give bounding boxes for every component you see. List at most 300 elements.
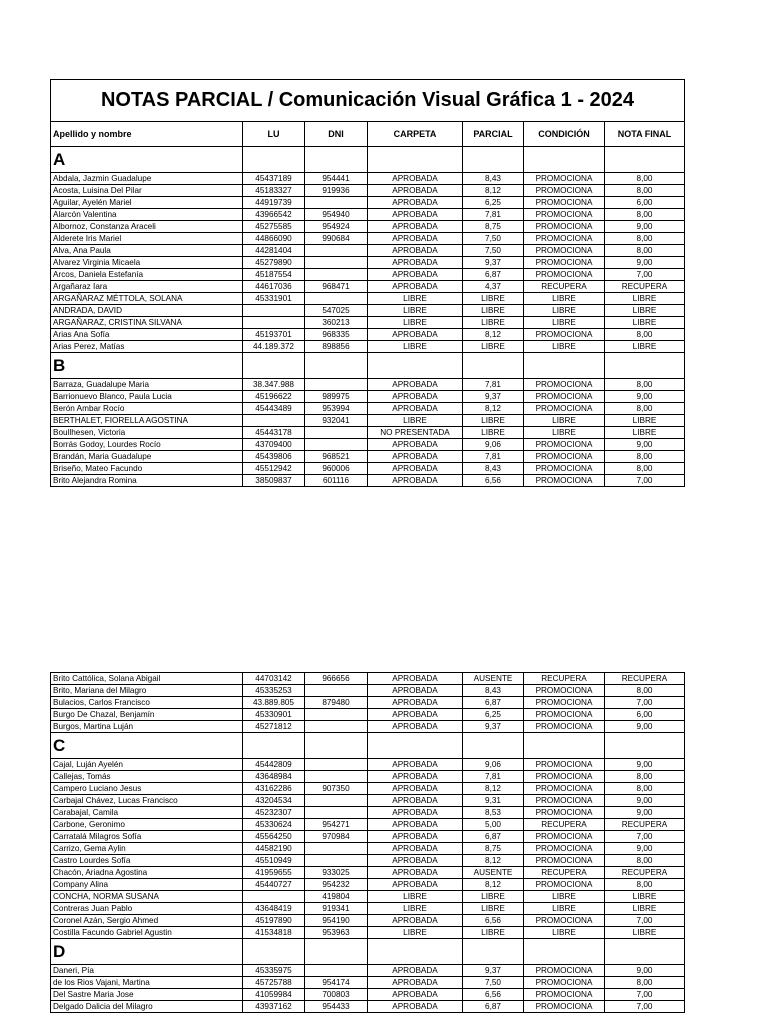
carpeta-cell: APROBADA [368,221,463,233]
parcial-cell: 7,50 [463,977,524,989]
column-header-nota-final: NOTA FINAL [605,122,685,147]
nota-final-cell: 7,00 [605,831,685,843]
condicion-cell: LIBRE [524,927,605,939]
table-row [51,685,685,697]
dni-cell: 360213 [305,317,368,329]
parcial-cell: 8,12 [463,879,524,891]
student-name: Aguilar, Ayelén Mariel [51,197,243,209]
table-row [51,989,685,1001]
carpeta-cell: LIBRE [368,317,463,329]
student-name: Bulacios, Carlos Francisco [51,697,243,709]
empty-cell [368,733,463,759]
carpeta-cell: LIBRE [368,927,463,939]
table-row [51,427,685,439]
parcial-cell: 8,75 [463,843,524,855]
student-name: Carratalá Milagros Sofía [51,831,243,843]
carpeta-cell: APROBADA [368,843,463,855]
table-row [51,977,685,989]
nota-final-cell: LIBRE [605,927,685,939]
student-name: Alarcón Valentina [51,209,243,221]
dni-cell [305,855,368,867]
condicion-cell: PROMOCIONA [524,329,605,341]
dni-cell: 919341 [305,903,368,915]
student-name: Coronel Azán, Sergio Ahmed [51,915,243,927]
lu-cell: 45335253 [243,685,305,697]
nota-final-cell: 9,00 [605,721,685,733]
lu-cell: 45335975 [243,965,305,977]
student-name: Burgos, Martina Luján [51,721,243,733]
nota-final-cell: 7,00 [605,475,685,487]
dni-cell: 932041 [305,415,368,427]
carpeta-cell: APROBADA [368,879,463,891]
dni-cell: 953963 [305,927,368,939]
empty-cell [368,939,463,965]
dni-cell: 968471 [305,281,368,293]
student-name: Campero Luciano Jesus [51,783,243,795]
nota-final-cell: LIBRE [605,341,685,353]
student-name: Argañaraz Iara [51,281,243,293]
dni-cell: 919936 [305,185,368,197]
dni-cell [305,759,368,771]
condicion-cell: PROMOCIONA [524,721,605,733]
dni-cell: 968335 [305,329,368,341]
nota-final-cell: LIBRE [605,317,685,329]
condicion-cell: PROMOCIONA [524,173,605,185]
lu-cell [243,415,305,427]
nota-final-cell: 8,00 [605,329,685,341]
nota-final-cell: 9,00 [605,965,685,977]
carpeta-cell: APROBADA [368,403,463,415]
lu-cell: 41959655 [243,867,305,879]
empty-cell [368,353,463,379]
lu-cell: 38509837 [243,475,305,487]
carpeta-cell: APROBADA [368,831,463,843]
parcial-cell: 7,50 [463,245,524,257]
section-letter: D [51,939,243,965]
section-letter: A [51,147,243,173]
parcial-cell: 6,87 [463,831,524,843]
carpeta-cell: APROBADA [368,173,463,185]
student-name: Arias Ana Sofía [51,329,243,341]
section-letter-row [51,147,685,173]
page-title: NOTAS PARCIAL / Comunicación Visual Gráfica 1 - 2024 [51,80,685,122]
nota-final-cell: 7,00 [605,989,685,1001]
nota-final-cell: 8,00 [605,463,685,475]
student-name: Alvarez Virginia Micaela [51,257,243,269]
parcial-cell: 8,12 [463,403,524,415]
table-row [51,831,685,843]
dni-cell [305,807,368,819]
condicion-cell: LIBRE [524,293,605,305]
nota-final-cell: LIBRE [605,293,685,305]
condicion-cell: LIBRE [524,341,605,353]
condicion-cell: PROMOCIONA [524,915,605,927]
column-header-carpeta: CARPETA [368,122,463,147]
student-name: Acosta, Luisina Del Pilar [51,185,243,197]
condicion-cell: PROMOCIONA [524,709,605,721]
parcial-cell: 8,53 [463,807,524,819]
nota-final-cell: 9,00 [605,759,685,771]
section-letter-row [51,353,685,379]
grades-table-page-1 [50,79,685,487]
parcial-cell: 8,12 [463,855,524,867]
student-name: Contreras Juan Pablo [51,903,243,915]
nota-final-cell: 8,00 [605,451,685,463]
nota-final-cell: 8,00 [605,977,685,989]
carpeta-cell: APROBADA [368,697,463,709]
dni-cell: 547025 [305,305,368,317]
condicion-cell: LIBRE [524,317,605,329]
dni-cell: 954940 [305,209,368,221]
lu-cell: 45443489 [243,403,305,415]
lu-cell: 45439806 [243,451,305,463]
parcial-cell: 9,37 [463,721,524,733]
parcial-cell: 9,37 [463,391,524,403]
dni-cell: 954441 [305,173,368,185]
dni-cell [305,795,368,807]
student-name: Alva, Ana Paula [51,245,243,257]
condicion-cell: PROMOCIONA [524,221,605,233]
empty-cell [605,939,685,965]
student-name: Carbajal Chávez, Lucas Francisco [51,795,243,807]
dni-cell: 990684 [305,233,368,245]
lu-cell: 43937162 [243,1001,305,1013]
parcial-cell: 5,00 [463,819,524,831]
empty-cell [463,733,524,759]
dni-cell: 953994 [305,403,368,415]
nota-final-cell: RECUPERA [605,819,685,831]
condicion-cell: PROMOCIONA [524,989,605,1001]
student-name: CONCHA, NORMA SUSANA [51,891,243,903]
student-name: Borrás Godoy, Lourdes Rocío [51,439,243,451]
dni-cell [305,721,368,733]
empty-cell [243,939,305,965]
condicion-cell: PROMOCIONA [524,771,605,783]
condicion-cell: PROMOCIONA [524,977,605,989]
table-row [51,257,685,269]
student-name: Burgo De Chazal, Benjamín [51,709,243,721]
table-row [51,915,685,927]
parcial-cell: 9,37 [463,257,524,269]
table-row [51,233,685,245]
carpeta-cell: APROBADA [368,807,463,819]
student-name: Daneri, Pía [51,965,243,977]
empty-cell [305,733,368,759]
parcial-cell: 6,25 [463,709,524,721]
nota-final-cell: 8,00 [605,185,685,197]
nota-final-cell: 8,00 [605,245,685,257]
carpeta-cell: APROBADA [368,329,463,341]
carpeta-cell: APROBADA [368,685,463,697]
parcial-cell: LIBRE [463,317,524,329]
nota-final-cell: 8,00 [605,209,685,221]
dni-cell: 907350 [305,783,368,795]
condicion-cell: RECUPERA [524,281,605,293]
student-name: Carbone, Geronimo [51,819,243,831]
lu-cell: 43162286 [243,783,305,795]
parcial-cell: 6,56 [463,475,524,487]
empty-cell [605,733,685,759]
parcial-cell: 8,75 [463,221,524,233]
parcial-cell: 6,87 [463,697,524,709]
carpeta-cell: APROBADA [368,673,463,685]
grades-table-page-2 [50,672,685,1013]
nota-final-cell: 7,00 [605,697,685,709]
table-row [51,709,685,721]
parcial-cell: 4,37 [463,281,524,293]
lu-cell: 45196622 [243,391,305,403]
condicion-cell: LIBRE [524,415,605,427]
dni-cell [305,379,368,391]
lu-cell: 45440727 [243,879,305,891]
table-row [51,673,685,685]
dni-cell: 601116 [305,475,368,487]
nota-final-cell: 9,00 [605,795,685,807]
table-row [51,903,685,915]
empty-cell [243,733,305,759]
section-letter-row [51,733,685,759]
student-name: Barraza, Guadalupe Maria [51,379,243,391]
table-row [51,879,685,891]
condicion-cell: PROMOCIONA [524,783,605,795]
parcial-cell: LIBRE [463,891,524,903]
carpeta-cell: APROBADA [368,759,463,771]
dni-cell [305,245,368,257]
nota-final-cell: RECUPERA [605,281,685,293]
carpeta-cell: APROBADA [368,783,463,795]
lu-cell: 45331901 [243,293,305,305]
dni-cell [305,257,368,269]
student-name: Del Sastre Maria Jose [51,989,243,1001]
condicion-cell: PROMOCIONA [524,245,605,257]
parcial-cell: AUSENTE [463,867,524,879]
empty-cell [524,733,605,759]
carpeta-cell: APROBADA [368,709,463,721]
lu-cell: 41534818 [243,927,305,939]
carpeta-cell: APROBADA [368,855,463,867]
lu-cell: 41059984 [243,989,305,1001]
nota-final-cell: 7,00 [605,915,685,927]
lu-cell: 45437189 [243,173,305,185]
column-header-parcial: PARCIAL [463,122,524,147]
dni-cell: 954433 [305,1001,368,1013]
dni-cell [305,293,368,305]
parcial-cell: LIBRE [463,305,524,317]
carpeta-cell: LIBRE [368,903,463,915]
carpeta-cell: APROBADA [368,233,463,245]
nota-final-cell: LIBRE [605,891,685,903]
dni-cell [305,269,368,281]
student-name: Chacón, Ariadna Agostina [51,867,243,879]
carpeta-cell: APROBADA [368,439,463,451]
table-row [51,697,685,709]
lu-cell: 44919739 [243,197,305,209]
student-name: Carrizo, Gema Aylin [51,843,243,855]
empty-cell [524,353,605,379]
table-row [51,173,685,185]
nota-final-cell: 7,00 [605,1001,685,1013]
lu-cell: 43204534 [243,795,305,807]
dni-cell: 954924 [305,221,368,233]
empty-cell [605,147,685,173]
nota-final-cell: 8,00 [605,403,685,415]
lu-cell [243,317,305,329]
lu-cell: 43.889.805 [243,697,305,709]
section-letter: B [51,353,243,379]
dni-cell: 954174 [305,977,368,989]
parcial-cell: 8,43 [463,463,524,475]
condicion-cell: PROMOCIONA [524,965,605,977]
lu-cell: 44866090 [243,233,305,245]
carpeta-cell: NO PRESENTADA [368,427,463,439]
condicion-cell: PROMOCIONA [524,233,605,245]
parcial-cell: 8,12 [463,783,524,795]
condicion-cell: PROMOCIONA [524,209,605,221]
carpeta-cell: APROBADA [368,721,463,733]
dni-cell [305,439,368,451]
lu-cell: 45330624 [243,819,305,831]
empty-cell [305,147,368,173]
carpeta-cell: APROBADA [368,185,463,197]
nota-final-cell: 6,00 [605,709,685,721]
carpeta-cell: APROBADA [368,819,463,831]
parcial-cell: 9,37 [463,965,524,977]
carpeta-cell: APROBADA [368,1001,463,1013]
parcial-cell: LIBRE [463,341,524,353]
nota-final-cell: 8,00 [605,771,685,783]
parcial-cell: 7,50 [463,233,524,245]
carpeta-cell: APROBADA [368,197,463,209]
lu-cell: 45187554 [243,269,305,281]
parcial-cell: 7,81 [463,379,524,391]
carpeta-cell: LIBRE [368,891,463,903]
lu-cell: 45232307 [243,807,305,819]
parcial-cell: 7,81 [463,209,524,221]
empty-cell [605,353,685,379]
lu-cell: 45512942 [243,463,305,475]
empty-cell [463,939,524,965]
dni-cell: 700803 [305,989,368,1001]
dni-cell: 960006 [305,463,368,475]
empty-cell [243,353,305,379]
table-row [51,281,685,293]
student-name: Brandán, Maria Guadalupe [51,451,243,463]
table-row [51,783,685,795]
lu-cell [243,305,305,317]
parcial-cell: 8,43 [463,685,524,697]
carpeta-cell: APROBADA [368,391,463,403]
dni-cell [305,771,368,783]
carpeta-cell: APROBADA [368,977,463,989]
lu-cell: 45271812 [243,721,305,733]
condicion-cell: PROMOCIONA [524,855,605,867]
column-header-lu: LU [243,122,305,147]
student-name: Berón Ambar Rocío [51,403,243,415]
nota-final-cell: 8,00 [605,685,685,697]
condicion-cell: RECUPERA [524,819,605,831]
empty-cell [463,147,524,173]
table-row [51,197,685,209]
carpeta-cell: LIBRE [368,415,463,427]
parcial-cell: 9,06 [463,439,524,451]
nota-final-cell: 8,00 [605,173,685,185]
parcial-cell: 7,81 [463,771,524,783]
dni-cell [305,197,368,209]
condicion-cell: LIBRE [524,891,605,903]
parcial-cell: 8,43 [463,173,524,185]
condicion-cell: RECUPERA [524,867,605,879]
table-row [51,463,685,475]
dni-cell: 954190 [305,915,368,927]
student-name: Briseño, Mateo Facundo [51,463,243,475]
parcial-cell: LIBRE [463,293,524,305]
student-name: ARGAÑARAZ MÉTTOLA, SOLANA [51,293,243,305]
condicion-cell: PROMOCIONA [524,257,605,269]
lu-cell: 45442809 [243,759,305,771]
carpeta-cell: APROBADA [368,965,463,977]
carpeta-cell: APROBADA [368,257,463,269]
dni-cell: 898856 [305,341,368,353]
table-row [51,843,685,855]
lu-cell: 44617036 [243,281,305,293]
table-row [51,819,685,831]
carpeta-cell: LIBRE [368,341,463,353]
condicion-cell: PROMOCIONA [524,451,605,463]
lu-cell: 45443178 [243,427,305,439]
table-row [51,807,685,819]
nota-final-cell: 9,00 [605,843,685,855]
parcial-cell: 8,12 [463,329,524,341]
carpeta-cell: APROBADA [368,451,463,463]
dni-cell [305,709,368,721]
carpeta-cell: LIBRE [368,305,463,317]
student-name: Company Alina [51,879,243,891]
student-name: Castro Lourdes Sofía [51,855,243,867]
condicion-cell: LIBRE [524,903,605,915]
condicion-cell: PROMOCIONA [524,439,605,451]
condicion-cell: PROMOCIONA [524,379,605,391]
carpeta-cell: APROBADA [368,989,463,1001]
table-row [51,185,685,197]
carpeta-cell: APROBADA [368,795,463,807]
column-header-dni: DNI [305,122,368,147]
nota-final-cell: 8,00 [605,783,685,795]
carpeta-cell: APROBADA [368,209,463,221]
table-row [51,439,685,451]
condicion-cell: PROMOCIONA [524,197,605,209]
condicion-cell: LIBRE [524,427,605,439]
table-row [51,721,685,733]
student-name: Barrionuevo Blanco, Paula Lucia [51,391,243,403]
section-letter-row [51,939,685,965]
table-row [51,415,685,427]
parcial-cell: LIBRE [463,415,524,427]
table-row [51,403,685,415]
table-row [51,759,685,771]
lu-cell: 45183327 [243,185,305,197]
parcial-cell: 6,87 [463,1001,524,1013]
dni-cell: 970984 [305,831,368,843]
parcial-cell: 9,06 [463,759,524,771]
nota-final-cell: 9,00 [605,221,685,233]
parcial-cell: LIBRE [463,427,524,439]
table-row [51,475,685,487]
condicion-cell: PROMOCIONA [524,759,605,771]
carpeta-cell: APROBADA [368,771,463,783]
dni-cell: 954232 [305,879,368,891]
student-name: Delgado Dalicia del Milagro [51,1001,243,1013]
table-row [51,965,685,977]
